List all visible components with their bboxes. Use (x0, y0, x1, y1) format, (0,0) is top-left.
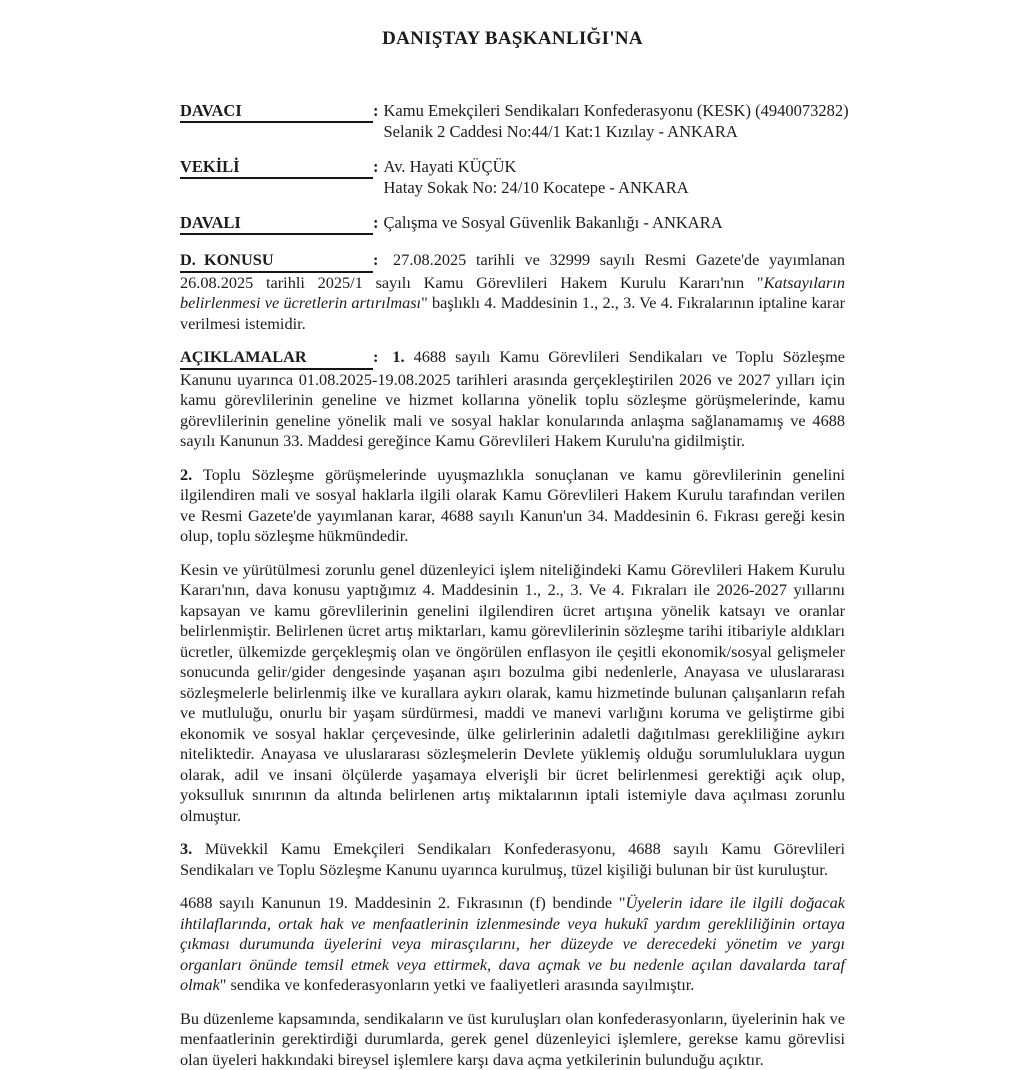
document-body (180, 250, 845, 1070)
text-run: 3. (180, 839, 192, 858)
field-value-davali (384, 212, 723, 233)
section-colon-dava-konusu: : (373, 250, 378, 269)
field-value-line: Hatay Sokak No: 24/10 Kocatepe - ANKARA (384, 177, 689, 198)
field-label-davali: DAVALI (180, 212, 373, 235)
section-colon-aciklamalar-1: : (373, 347, 378, 366)
paragraph-bu-duzenleme (180, 1009, 845, 1070)
paragraph-dava-konusu (180, 250, 845, 334)
field-value-line: Av. Hayati KÜÇÜK (384, 156, 689, 177)
text-run: 4688 sayılı Kanunun 19. Maddesinin 2. Fıkrasının (f) bendinde " (180, 893, 625, 912)
text-run: 27.08.2025 tarihli ve 32999 sayılı Resmi Gazete'de yayımlanan 26.08.2025 tarihli 2025/1 sayılı Kamu Görevlileri Hakem Kurulu Kararı'nın " (180, 250, 845, 292)
text-run: " sendika ve konfederasyonların yetki ve faaliyetleri arasında sayılmıştır. (220, 975, 695, 994)
field-label-vekili: VEKİLİ (180, 156, 373, 179)
section-label-dava-konusu: D. KONUSU (180, 250, 373, 273)
field-colon-davali: : (373, 212, 379, 233)
field-value-line: Selanik 2 Caddesi No:44/1 Kat:1 Kızılay - ANKARA (384, 121, 849, 142)
paragraph-aciklamalar-2 (180, 465, 845, 547)
text-run: Üyelerin idare ile ilgili doğacak ihtilaflarında, ortak hak ve menfaatlerinin izlenmesinde veya hukukî yardım gerekliliğinin ortaya çıkması durumunda üyelerini veya mirasçılarını, her düzeyde ve derecedeki yönetim ve yargı organları önünde temsil etmek veya ettirmek, dava açmak ve bu nedenle açılan davalarda taraf olmak (180, 893, 845, 994)
text-run: " başlıklı 4. Maddesinin 1., 2., 3. Ve 4. Fıkralarının iptaline karar verilmesi istemidir. (180, 293, 845, 333)
field-vekili (180, 156, 845, 198)
paragraph-aciklamalar-1 (180, 347, 845, 452)
field-davaci (180, 100, 845, 142)
text-run: Bu düzenleme kapsamında, sendikaların ve üst kuruluşları olan konfederasyonların, üyelerinin hak ve menfaatlerinin gerektirdiği durumlarda, gerek genel düzenleyici işlemlere, gerekse kamu görevlisi olan üyeleri hakkındaki bireysel işlemlere karşı dava açma yetkilerinin bulunduğu açıktır. (180, 1009, 845, 1069)
text-run: 2. (180, 465, 192, 484)
text-run: Katsayıların belirlenmesi ve ücretlerin artırılması (180, 273, 845, 313)
field-label-davaci: DAVACI (180, 100, 373, 123)
field-colon-vekili: : (373, 156, 379, 177)
field-colon-davaci: : (373, 100, 379, 121)
field-value-line: Kamu Emekçileri Sendikaları Konfederasyonu (KESK) (4940073282) (384, 100, 849, 121)
text-run: 1. (383, 347, 404, 366)
paragraph-aciklamalar-3 (180, 839, 845, 880)
text-run: 4688 sayılı Kamu Görevlileri Sendikaları ve Toplu Sözleşme Kanunu uyarınca 01.08.2025-19.08.2025 tarihleri arasında gerçekleştirilen 2026 ve 2027 yılları için kamu görevlilerinin geneline ve hizmet kollarına yönelik toplu sözleşme görüşmelerinde, kamu görevlilerinin geneline yönelik mali ve sosyal haklar konularında anlaşma sağlanamamış ve 4688 sayılı Kanunun 33. Maddesi gereğince Kamu Görevlileri Hakem Kurulu'na gidilmiştir. (180, 347, 845, 450)
field-value-davaci (384, 100, 849, 142)
paragraph-kanun-19-madde (180, 893, 845, 996)
text-run: Toplu Sözleşme görüşmelerinde uyuşmazlıkla sonuçlanan ve kamu görevlilerinin genelini ilgilendiren mali ve sosyal haklarla ilgili olarak Kamu Görevlileri Hakem Kurulu tarafından verilen ve Resmi Gazete'de yayımlanan karar, 4688 sayılı Kanun'un 34. Maddesinin 6. Fıkrası gereği kesin olup, toplu sözleşme hükmündedir. (180, 465, 845, 546)
section-label-aciklamalar-1: AÇIKLAMALAR (180, 347, 373, 370)
party-fields (180, 100, 845, 235)
text-run: Kesin ve yürütülmesi zorunlu genel düzenleyici işlem niteliğindeki Kamu Görevlileri Hakem Kurulu Kararı'nın, dava konusu yaptığımız 4. Maddesinin 1., 2., 3. Ve 4. Fıkraları ile 2026-2027 yıllarını kapsayan ve kamu görevlilerinin genelini ilgilendiren ücret artışına yönelik katsayı ve oranlar belirlenmiştir. Belirlenen ücret artış miktarları, kamu görevlilerinin sözleşme tarihi itibariyle aldıkları ücretler, ülkemizde gerçekleşmiş olan ve öngörülen enflasyon ile çeşitli ekonomik/sosyal gelişmeler sonucunda gelir/gider dengesinde yaşanan aşırı bozulma gibi nedenlerle, Anayasa ve uluslararası sözleşmelerle belirlenmiş ilke ve kurallara aykırı olarak, kamu hizmetinde bulunan çalışanların refah ve mutluluğu, onurlu bir yaşam sürdürmesi, maddi ve manevi varlığını koruma ve geliştirme gibi ekonomik ve sosyal haklar çerçevesinde, ülke gelirlerinin adaletli dağıtılması gerekliliğine aykırı niteliktedir. Anayasa ve uluslararası sözleşmelerin Devlete yüklemiş olduğu sorumluluklara uygun olarak, adil ve insani ölçülerde yaşamaya elverişli bir ücret belirlenmesi gerektiği açık olup, yoksulluk sınırının da altında belirlenen artış miktalarının iptali istemiyle dava açılması zorunlu olmuştur. (180, 560, 845, 825)
field-davali (180, 212, 845, 235)
field-value-vekili (384, 156, 689, 198)
field-value-line: Çalışma ve Sosyal Güvenlik Bakanlığı - ANKARA (384, 212, 723, 233)
paragraph-kesin-karar (180, 560, 845, 827)
text-run: Müvekkil Kamu Emekçileri Sendikaları Konfederasyonu, 4688 sayılı Kamu Görevlileri Sendikaları ve Toplu Sözleşme Kanunu uyarınca kurulmuş, tüzel kişiliği bulunan bir üst kuruluştur. (180, 839, 845, 879)
document-title: DANIŞTAY BAŞKANLIĞI'NA (180, 28, 845, 50)
